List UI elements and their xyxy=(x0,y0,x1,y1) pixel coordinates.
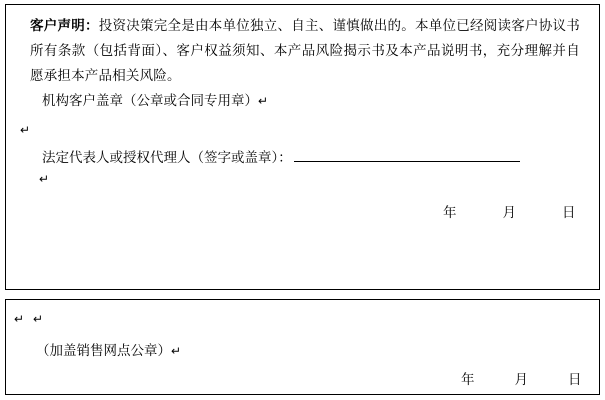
legal-representative-line xyxy=(42,146,520,166)
declaration-date-row xyxy=(443,201,576,221)
customer-declaration-box xyxy=(5,4,600,290)
date-day-label: 日 xyxy=(562,205,576,220)
paragraph-mark-icon: ↵ xyxy=(20,123,31,137)
date-day-label: 日 xyxy=(568,372,582,387)
date-year-label: 年 xyxy=(461,372,475,387)
paragraph-mark-icon: ↵ xyxy=(258,94,269,108)
paragraph-mark-icon: ↵ xyxy=(39,172,50,186)
declaration-lead-label: 客户声明： xyxy=(30,18,99,33)
declaration-paragraph xyxy=(30,13,580,88)
paragraph-mark-icon: ↵ xyxy=(33,312,44,326)
legal-representative-label: 法定代表人或授权代理人（签字或盖章）： xyxy=(42,150,292,165)
stamp-note-line xyxy=(36,339,181,359)
stamp-note-label: （加盖销售网点公章） xyxy=(36,343,171,358)
org-seal-line xyxy=(42,89,268,109)
org-seal-label: 机构客户盖章（公章或合同专用章） xyxy=(42,93,258,108)
stamp-date-row xyxy=(461,368,582,388)
declaration-body-text: 投资决策完全是由本单位独立、自主、谨慎做出的。本单位已经阅读客户协议书所有条款（包括背面）、客户权益须知、本产品风险揭示书及本产品说明书，充分理解并自愿承担本产品相关风险。 xyxy=(30,18,581,83)
paragraph-mark-icon: ↵ xyxy=(14,312,25,326)
paragraph-mark-icon: ↵ xyxy=(171,344,182,358)
date-year-label: 年 xyxy=(443,205,457,220)
date-month-label: 月 xyxy=(514,372,528,387)
date-month-label: 月 xyxy=(502,205,516,220)
signature-underline[interactable] xyxy=(294,149,520,162)
